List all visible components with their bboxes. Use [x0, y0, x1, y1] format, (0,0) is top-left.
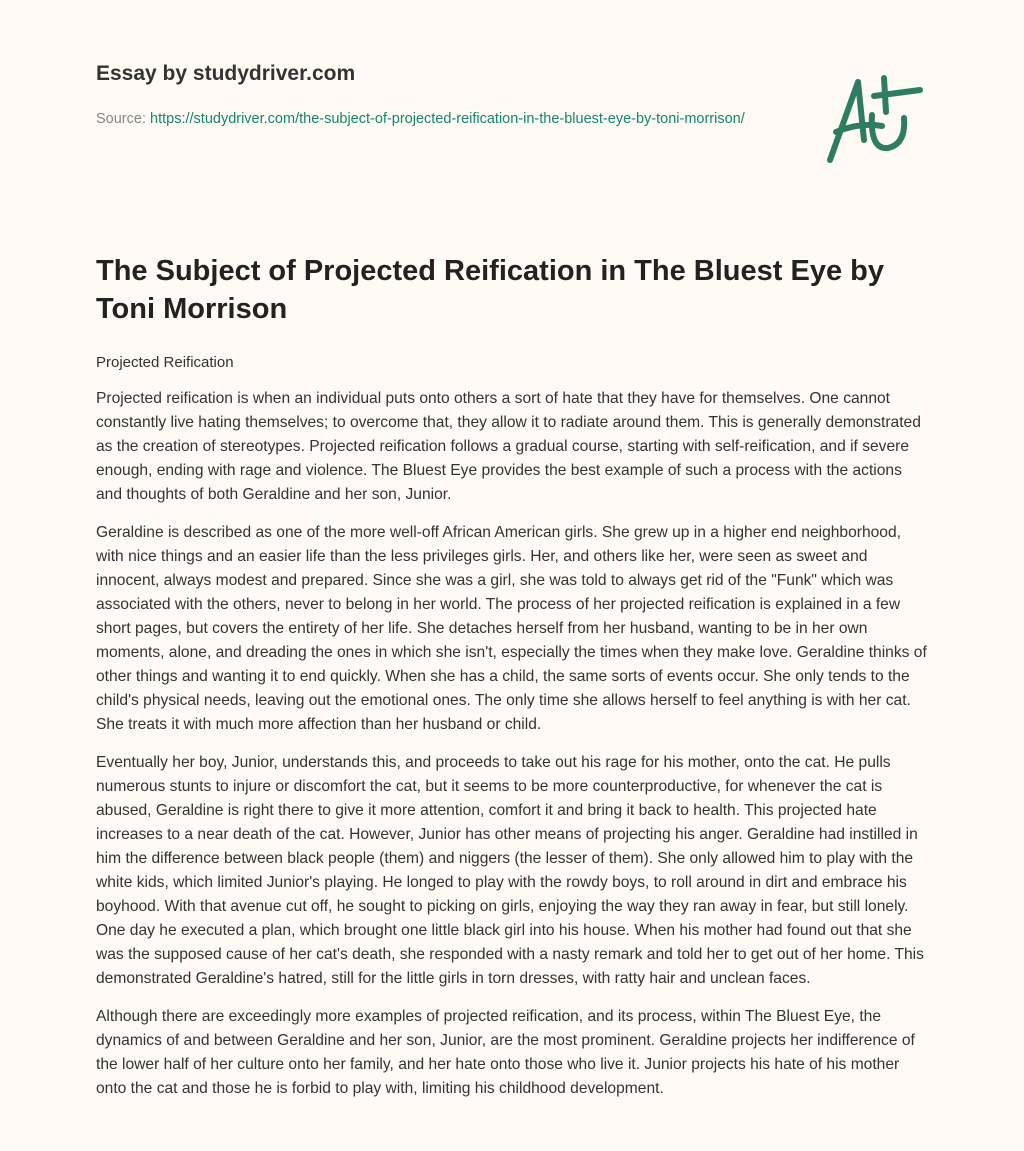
article: [96, 252, 932, 1115]
source-label: Source:: [96, 111, 146, 127]
article-title: The Subject of Projected Reification in The Bluest Eye by Toni Morrison: [96, 255, 884, 325]
page-header: [96, 62, 776, 130]
a-plus-logo-icon: [820, 70, 930, 170]
paragraph: Projected reification is when an individual puts onto others a sort of hate that they have for themselves. One cannot constantly live hating themselves; to overcome that, they allow it to radiate around them. This is generally demonstrated as the creation of stereotypes. Projected reification follows a gradual course, starting with self-reification, and if severe enough, ending with rage and violence. The Bluest Eye provides the best example of such a process with the actions and thoughts of both Geraldine and her son, Junior.: [96, 390, 921, 503]
article-subtitle: Projected Reification: [96, 354, 234, 371]
paragraph: Although there are exceedingly more examples of projected reification, and its process, within The Bluest Eye, the dynamics of and between Geraldine and her son, Junior, are the most prominent. Geraldine projects her indifference of the lower half of her culture onto her family, and her hate onto those who live it. Junior projects his hate of his mother onto the cat and those he is forbid to play with, limiting his childhood development.: [96, 1008, 915, 1097]
source-link[interactable]: https://studydriver.com/the-subject-of-projected-reification-in-the-bluest-eye-by-toni-morrison/: [150, 111, 745, 127]
site-title: Essay by studydriver.com: [96, 62, 356, 85]
paragraph: Geraldine is described as one of the more well-off African American girls. She grew up in a higher end neighborhood, with nice things and an easier life than the less privileges girls. Her, and others like her, were seen as sweet and innocent, always modest and prepared. Since she was a girl, she was told to always get rid of the "Funk" which was associated with the others, never to belong in her world. The process of her projected reification is explained in a few short pages, but covers the entirety of her life. She detaches herself from her husband, wanting to be in her own moments, alone, and dreading the ones in which she isn't, especially the times when they make love. Geraldine thinks of other things and wanting it to end quickly. When she has a child, the same sorts of events occur. She only tends to the child's physical needs, leaving out the emotional ones. The only time she allows herself to feel anything is with her cat. She treats it with much more affection than her husband or child.: [96, 524, 927, 733]
source-line: [96, 108, 776, 130]
paragraph: Eventually her boy, Junior, understands this, and proceeds to take out his rage for his mother, onto the cat. He pulls numerous stunts to injure or discomfort the cat, but it seems to be more counterproductive, for whenever the cat is abused, Geraldine is right there to give it more attention, comfort it and bring it back to health. This projected hate increases to a near death of the cat. However, Junior has other means of projecting his anger. Geraldine had instilled in him the difference between black people (them) and niggers (the lesser of them). She only allowed him to play with the white kids, which limited Junior's playing. He longed to play with the rowdy boys, to roll around in dirt and embrace his boyhood. With that avenue cut off, he sought to picking on girls, enjoying the way they ran away in fear, but still lonely. One day he executed a plan, which brought one little black girl into his house. When his mother had found out that she was the supposed cause of her cat's death, she responded with a nasty remark and told her to get out of her home. This demonstrated Geraldine's hatred, still for the little girls in torn dresses, with ratty hair and unclean faces.: [96, 754, 924, 987]
